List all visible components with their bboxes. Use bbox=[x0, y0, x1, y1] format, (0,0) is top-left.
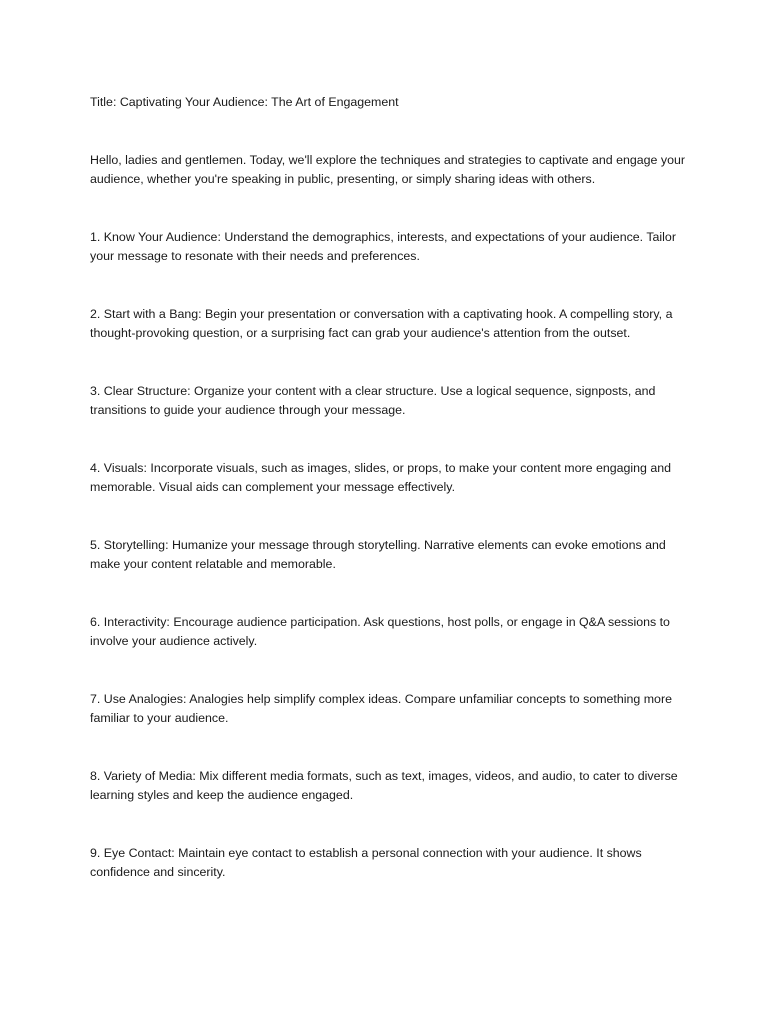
list-item-6: 6. Interactivity: Encourage audience participation. Ask questions, host polls, or engage in Q&A sessions to involve your audience actively. bbox=[90, 615, 670, 648]
document-title: Title: Captivating Your Audience: The Art of Engagement bbox=[90, 95, 399, 109]
list-item-3: 3. Clear Structure: Organize your content with a clear structure. Use a logical sequence, signposts, and transitions to guide your audience through your message. bbox=[90, 384, 656, 417]
list-item-5: 5. Storytelling: Humanize your message through storytelling. Narrative elements can evoke emotions and make your content relatable and memorable. bbox=[90, 538, 666, 571]
list-item-7: 7. Use Analogies: Analogies help simplify complex ideas. Compare unfamiliar concepts to something more familiar to your audience. bbox=[90, 692, 672, 725]
list-item-9: 9. Eye Contact: Maintain eye contact to establish a personal connection with your audience. It shows confidence and sincerity. bbox=[90, 846, 642, 879]
list-item-8: 8. Variety of Media: Mix different media formats, such as text, images, videos, and audio, to cater to diverse learning styles and keep the audience engaged. bbox=[90, 769, 678, 802]
document-page bbox=[90, 93, 690, 921]
list-item-4: 4. Visuals: Incorporate visuals, such as images, slides, or props, to make your content more engaging and memorable. Visual aids can complement your message effectively. bbox=[90, 461, 672, 494]
intro-paragraph: Hello, ladies and gentlemen. Today, we'll explore the techniques and strategies to captivate and engage your audience, whether you're speaking in public, presenting, or simply sharing ideas with others. bbox=[90, 153, 685, 186]
list-item-1: 1. Know Your Audience: Understand the demographics, interests, and expectations of your audience. Tailor your message to resonate with their needs and preferences. bbox=[90, 230, 676, 263]
list-item-2: 2. Start with a Bang: Begin your presentation or conversation with a captivating hook. A compelling story, a thought-provoking question, or a surprising fact can grab your audience's attention from the outset. bbox=[90, 307, 673, 340]
